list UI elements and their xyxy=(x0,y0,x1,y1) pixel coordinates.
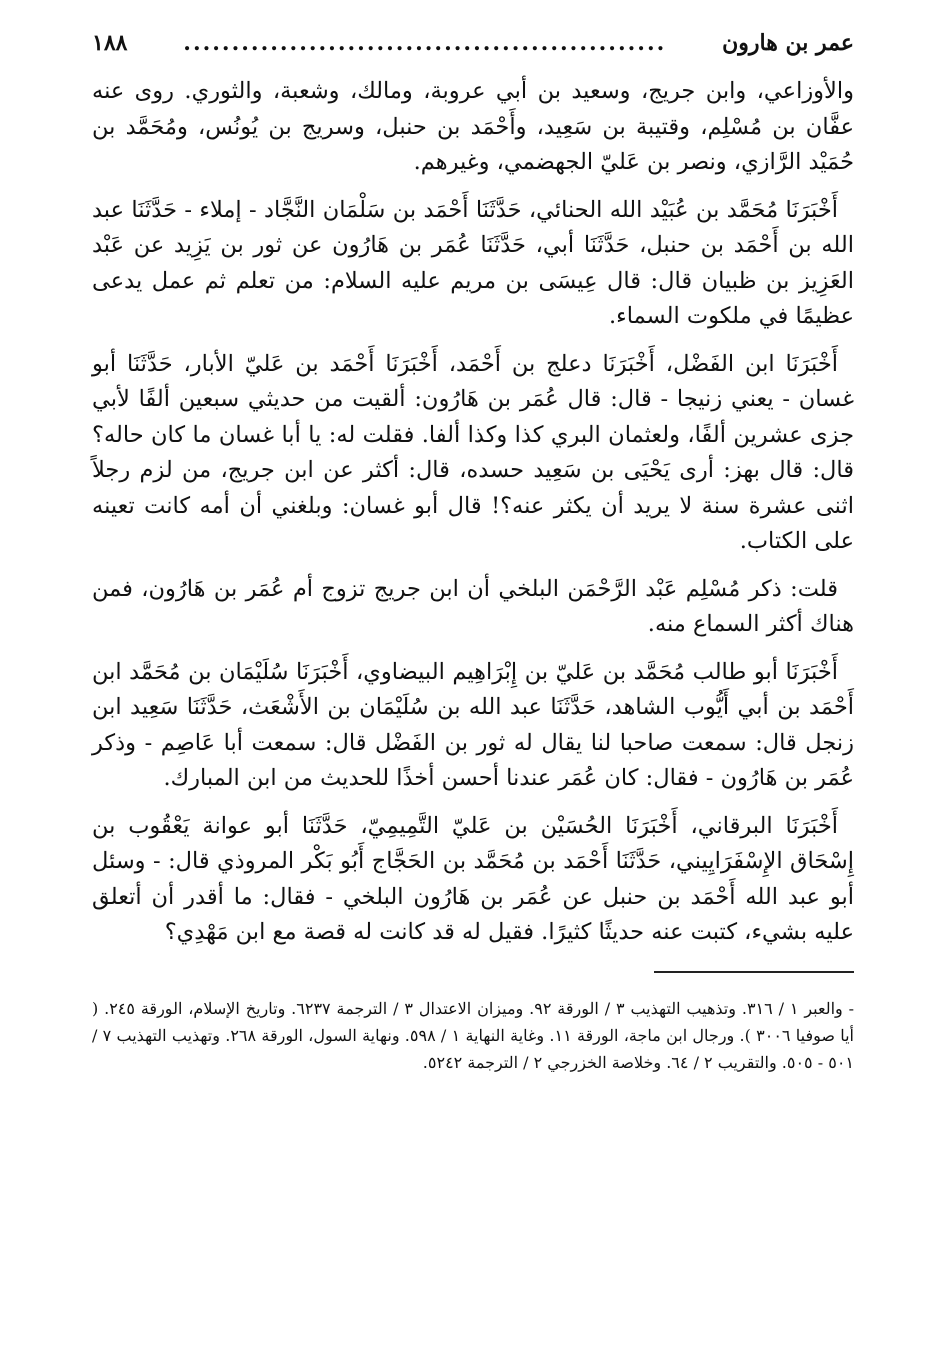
main-text xyxy=(92,74,854,951)
book-page xyxy=(92,30,854,1330)
paragraph-1: والأوزاعي، وابن جريج، وسعيد بن أبي عروبة، ومالك، وشعبة، والثوري. روى عنه عفَّان بن مُسْلِم، وقتيبة بن سَعِيد، وأَحْمَد بن حنبل، وسريج بن يُونُس، ومُحَمَّد بن حُمَيْد الرَّازي، ونصر بن عَليّ الجهضمي، وغيرهم. xyxy=(92,78,854,175)
footnotes: - والعبر ١ / ٣١٦. وتذهيب التهذيب ٣ / الورقة ٩٢. وميزان الاعتدال ٣ / الترجمة ٦٢٣٧. وتاريخ الإسلام، الورقة ٢٤٥. ( أيا صوفيا ٣٠٠٦ ). ورجال ابن ماجة، الورقة ١١. وغاية النهاية ١ / ٥٩٨. ونهاية السول، الورقة ٢٦٨. وتهذيب التهذيب ٧ / ٥٠١ - ٥٠٥. والتقريب ٢ / ٦٤. وخلاصة الخزرجي ٢ / الترجمة ٥٢٤٢. xyxy=(92,998,855,1072)
running-title: عمر بن هارون xyxy=(722,30,854,56)
header-leader-dots: .................................................. xyxy=(183,30,667,56)
paragraph-2: أَخْبَرَنَا مُحَمَّد بن عُبَيْد الله الحنائي، حَدَّثَنَا أَحْمَد بن سَلْمَان النَّجَّاد - إملاء - حَدَّثَنَا عبد الله بن أَحْمَد بن حنبل، حَدَّثَنَا أبي، حَدَّثَنَا عُمَر بن هَارُون عن ثور بن يَزِيد عن عَبْد العَزِيز بن ظبيان قال: قال عِيسَى بن مريم عليه السلام: من تعلم ثم عمل يدعى عظيمًا في ملكوت السماء. xyxy=(92,196,854,329)
paragraph-4: قلت: ذكر مُسْلِم عَبْد الرَّحْمَن البلخي أن ابن جريج تزوج أم عُمَر بن هَارُون، فمن هناك أكثر السماع منه. xyxy=(92,575,854,637)
footnote-divider xyxy=(654,971,854,973)
paragraph-6: أَخْبَرَنَا البرقاني، أَخْبَرَنَا الحُسَيْن بن عَليّ التَّمِيمِيّ، حَدَّثَنَا أبو عوانة يَعْقُوب بن إِسْحَاق الإِسْفَرَايِيني، حَدَّثَنَا أَحْمَد بن مُحَمَّد بن الحَجَّاج أَبُو بَكْر المروذي قال: - وسئل أبو عبد الله أَحْمَد بن حنبل عن عُمَر بن هَارُون البلخي - فقال: ما أقدر أن أتعلق عليه بشيء، كتبت عنه حديثًا كثيرًا. فقيل له قد كانت له قصة مع ابن مَهْدِي؟ xyxy=(92,812,854,945)
page-number: ١٨٨ xyxy=(92,30,128,56)
running-header xyxy=(92,30,854,70)
paragraph-5: أَخْبَرَنَا أبو طالب مُحَمَّد بن عَليّ بن إِبْرَاهِيم البيضاوي، أَخْبَرَنَا سُلَيْمَان بن مُحَمَّد ابن أَحْمَد بن أبي أَيُّوب الشاهد، حَدَّثَنَا عبد الله بن سُلَيْمَان بن الأَشْعَث، حَدَّثَنَا سَعِيد ابن زنجل قال: سمعت صاحبا لنا يقال له ثور بن الفَضْل قال: سمعت أبا عَاصِم - وذكر عُمَر بن هَارُون - فقال: كان عُمَر عندنا أحسن أخذًا للحديث من ابن المبارك. xyxy=(92,658,854,791)
paragraph-3: أَخْبَرَنَا ابن الفَضْل، أَخْبَرَنَا دعلج بن أَحْمَد، أَخْبَرَنَا أَحْمَد بن عَليّ الأبار، حَدَّثَنَا أبو غسان - يعني زنيجا - قال: قال عُمَر بن هَارُون: ألقيت من حديثي سبعين ألفًا لأبي جزى عشرين ألفًا، ولعثمان البري كذا وكذا ألفا. فقلت له: يا أبا غسان ما كان حاله؟ قال: قال بهز: أرى يَحْيَى بن سَعِيد حسده، قال: أكثر عن ابن جريج، من لزم رجلاً اثنى عشرة سنة لا يريد أن يكثر عنه؟! قال أبو غسان: وبلغني أن أمه كانت تعينه على الكتاب. xyxy=(92,350,854,554)
